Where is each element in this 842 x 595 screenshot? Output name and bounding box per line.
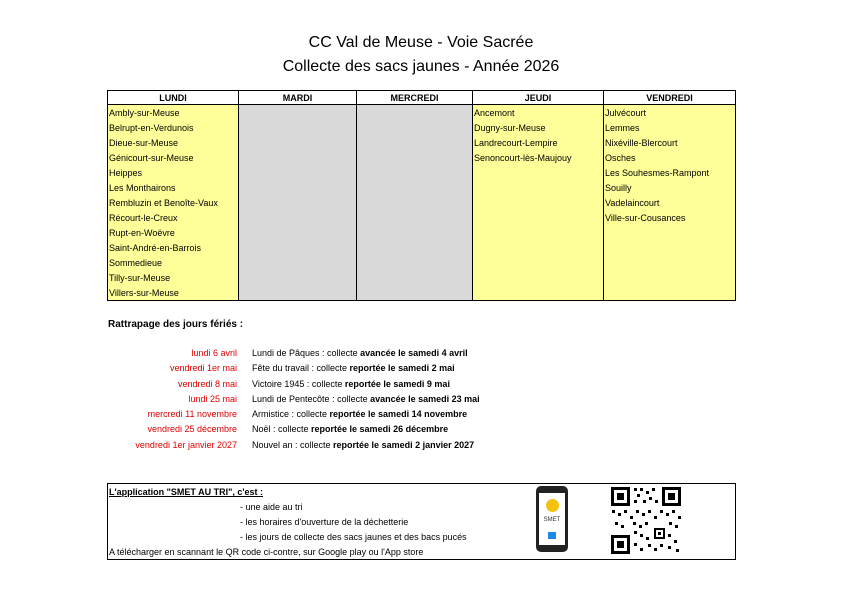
cell-jeudi (473, 255, 604, 270)
smartphone-icon (536, 486, 568, 552)
cell-mardi (239, 255, 357, 270)
table-row (108, 255, 736, 270)
cell-mercredi (357, 285, 473, 301)
holiday-description (252, 394, 480, 404)
holiday-row (0, 348, 842, 363)
holiday-new-date: reportée le samedi 9 mai (344, 378, 450, 389)
holiday-date: vendredi 1er mai (169, 363, 237, 374)
cell-vendredi: Ville-sur-Cousances (604, 210, 736, 225)
cell-lundi: Rembluzin et Benoîte-Vaux (108, 195, 239, 210)
cell-mercredi (357, 240, 473, 255)
cell-vendredi: Vadelaincourt (604, 195, 736, 210)
cell-mercredi (357, 210, 473, 225)
cell-vendredi: Les Souhesmes-Rampont (604, 165, 736, 180)
cell-lundi: Les Monthairons (108, 180, 239, 195)
cell-lundi: Récourt-le-Creux (108, 210, 239, 225)
cell-mercredi (357, 105, 473, 121)
holiday-row (0, 409, 842, 424)
cell-lundi: Dieue-sur-Meuse (108, 135, 239, 150)
cell-vendredi (604, 240, 736, 255)
cell-mardi (239, 240, 357, 255)
cell-lundi: Villers-sur-Meuse (108, 285, 239, 301)
table-row (108, 210, 736, 225)
cell-mercredi (357, 165, 473, 180)
header-vendredi: VENDREDI (604, 91, 736, 105)
document-title: CC Val de Meuse - Voie Sacrée (308, 34, 534, 51)
app-feature-3: - les jours de collecte des sacs jaunes et des bacs pucés (240, 532, 467, 542)
holiday-description-text: Lundi de Pentecôte : collecte (252, 393, 371, 404)
holiday-row (0, 424, 842, 439)
holiday-date: mercredi 11 novembre (147, 409, 237, 420)
holiday-description (252, 379, 450, 389)
cell-vendredi: Osches (604, 150, 736, 165)
cell-jeudi: Dugny-sur-Meuse (473, 120, 604, 135)
cell-vendredi: Nixéville-Blercourt (604, 135, 736, 150)
holiday-date: vendredi 8 mai (177, 378, 237, 389)
holiday-description-text: Lundi de Pâques : collecte (252, 348, 361, 358)
cell-mercredi (357, 120, 473, 135)
cell-jeudi (473, 240, 604, 255)
cell-mardi (239, 120, 357, 135)
holiday-description-text: Noël : collecte (252, 424, 312, 435)
app-feature-1: - une aide au tri (240, 502, 303, 512)
cell-mercredi (357, 255, 473, 270)
holiday-description (252, 440, 474, 450)
cell-mercredi (357, 195, 473, 210)
cell-jeudi (473, 285, 604, 301)
table-row (108, 240, 736, 255)
cell-mardi (239, 150, 357, 165)
cell-mercredi (357, 270, 473, 285)
cell-vendredi (604, 255, 736, 270)
table-row (108, 270, 736, 285)
cell-jeudi (473, 180, 604, 195)
cell-vendredi: Lemmes (604, 120, 736, 135)
table-header-row (108, 91, 736, 105)
phone-screen (539, 493, 565, 545)
table-row (108, 135, 736, 150)
table-row (108, 285, 736, 301)
cell-jeudi: Senoncourt-lès-Maujouy (473, 150, 604, 165)
cell-mercredi (357, 135, 473, 150)
holiday-description (252, 424, 448, 434)
holiday-date: vendredi 1er janvier 2027 (135, 439, 237, 450)
holiday-row (0, 379, 842, 394)
cell-lundi: Rupt-en-Woëvre (108, 225, 239, 240)
phone-app-label: SMET (543, 517, 561, 523)
cell-lundi: Sommedieue (108, 255, 239, 270)
cell-mardi (239, 135, 357, 150)
document-subtitle: Collecte des sacs jaunes - Année 2026 (282, 58, 560, 75)
cell-lundi: Ambly-sur-Meuse (108, 105, 239, 121)
header-mardi: MARDI (239, 91, 357, 105)
cell-mardi (239, 195, 357, 210)
header-lundi: LUNDI (108, 91, 239, 105)
cell-jeudi (473, 165, 604, 180)
holiday-date: lundi 6 avril (191, 348, 237, 358)
cell-vendredi: Souilly (604, 180, 736, 195)
holidays-title: Rattrapage des jours fériés : (108, 319, 244, 330)
table-row (108, 225, 736, 240)
cell-vendredi (604, 270, 736, 285)
holiday-row (0, 394, 842, 409)
cell-jeudi (473, 210, 604, 225)
header-jeudi: JEUDI (473, 91, 604, 105)
holiday-description (252, 363, 455, 373)
app-download-note: A télécharger en scannant le QR code ci-contre, sur Google play ou l'App store (109, 547, 424, 557)
cell-jeudi (473, 195, 604, 210)
holiday-new-date: reportée le samedi 2 janvier 2027 (333, 439, 475, 450)
cell-lundi: Saint-André-en-Barrois (108, 240, 239, 255)
holiday-new-date: reportée le samedi 14 novembre (329, 409, 468, 420)
cell-mardi (239, 270, 357, 285)
table-row (108, 195, 736, 210)
holiday-description-text: Armistice : collecte (252, 409, 330, 420)
app-feature-2: - les horaires d'ouverture de la déchetterie (240, 517, 409, 527)
holiday-date: lundi 25 mai (188, 393, 237, 404)
cell-lundi: Tilly-sur-Meuse (108, 270, 239, 285)
holiday-new-date: reportée le samedi 2 mai (349, 363, 455, 374)
collection-schedule-table (107, 90, 736, 301)
table-row (108, 180, 736, 195)
cell-mardi (239, 225, 357, 240)
holiday-new-date: avancée le samedi 4 avril (360, 348, 468, 358)
holiday-description-text: Victoire 1945 : collecte (252, 378, 345, 389)
holiday-description (252, 409, 467, 419)
holiday-row (0, 363, 842, 378)
header-mercredi: MERCREDI (357, 91, 473, 105)
cell-jeudi: Landrecourt-Lempire (473, 135, 604, 150)
table-row (108, 150, 736, 165)
holiday-new-date: reportée le samedi 26 décembre (311, 424, 449, 435)
smet-logo-icon (546, 499, 559, 512)
cell-jeudi: Ancemont (473, 105, 604, 121)
cell-jeudi (473, 270, 604, 285)
table-row (108, 105, 736, 121)
holiday-date: vendredi 25 décembre (147, 424, 237, 435)
cell-mardi (239, 165, 357, 180)
cell-jeudi (473, 225, 604, 240)
cell-lundi: Heippes (108, 165, 239, 180)
table-row (108, 120, 736, 135)
cell-vendredi (604, 285, 736, 301)
cell-lundi: Belrupt-en-Verdunois (108, 120, 239, 135)
cell-mercredi (357, 225, 473, 240)
cell-mardi (239, 285, 357, 301)
app-title: L'application "SMET AU TRI", c'est : (109, 487, 263, 497)
holidays-list (0, 348, 842, 455)
cell-vendredi (604, 225, 736, 240)
holiday-new-date: avancée le samedi 23 mai (370, 393, 480, 404)
holiday-description-text: Fête du travail : collecte (252, 363, 350, 374)
holiday-description (252, 348, 468, 358)
app-info-box (107, 483, 736, 560)
table-row (108, 165, 736, 180)
cell-mardi (239, 180, 357, 195)
app-store-icon (548, 532, 556, 539)
cell-mercredi (357, 150, 473, 165)
cell-mercredi (357, 180, 473, 195)
qr-code-icon (610, 486, 682, 555)
holiday-description-text: Nouvel an : collecte (252, 439, 334, 450)
cell-vendredi: Julvécourt (604, 105, 736, 121)
cell-mardi (239, 105, 357, 121)
cell-lundi: Génicourt-sur-Meuse (108, 150, 239, 165)
holiday-row (0, 440, 842, 455)
cell-mardi (239, 210, 357, 225)
schedule-body (108, 105, 736, 301)
